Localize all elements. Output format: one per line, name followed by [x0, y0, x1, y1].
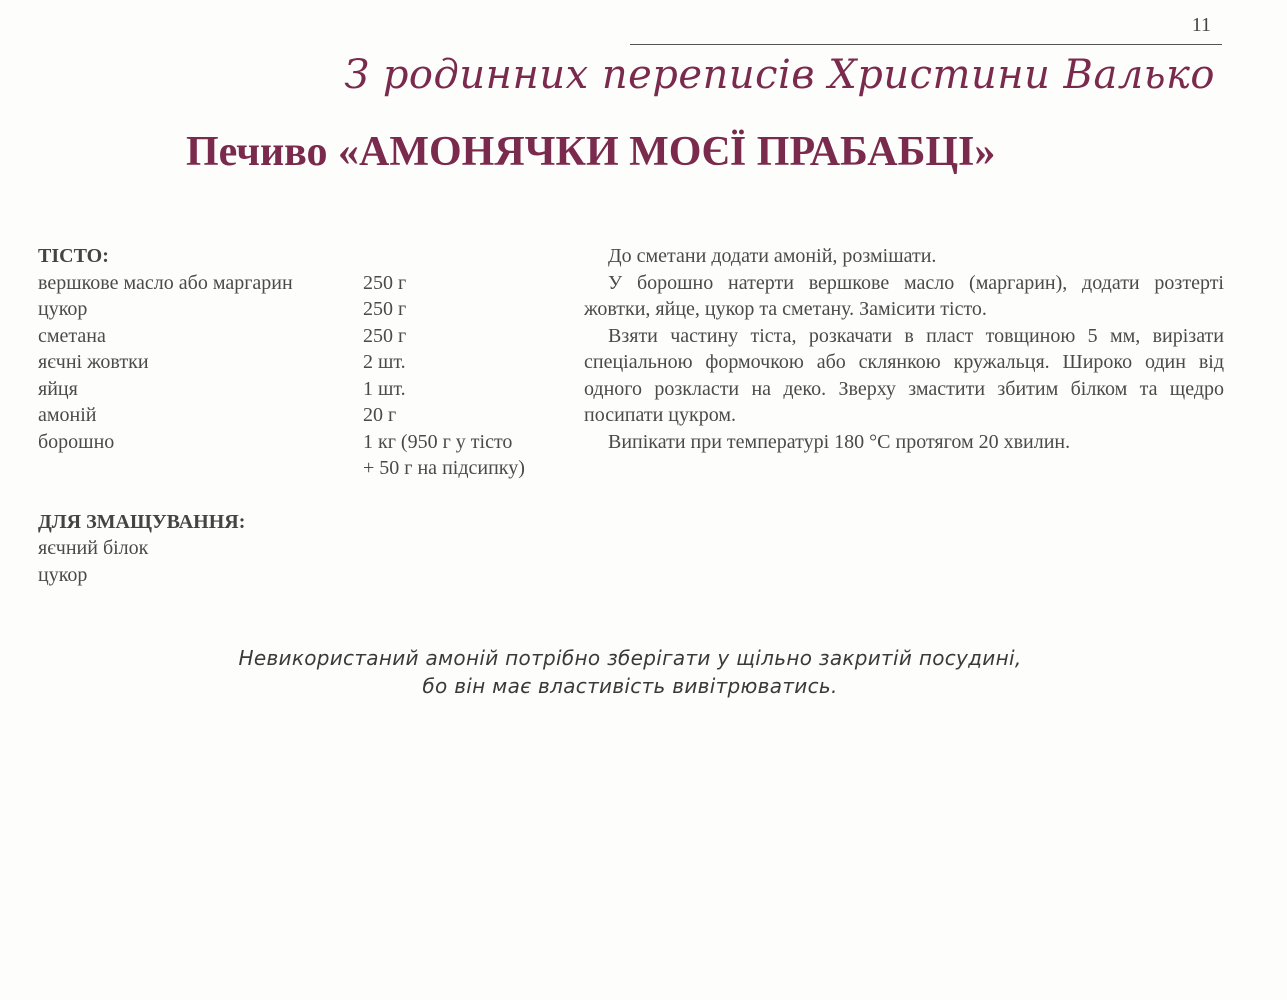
instruction-paragraph: Випікати при температурі 180 °С протягом 20 хвилин. — [608, 430, 1071, 453]
series-title: З родинних переписів Христини Валько — [344, 52, 1215, 98]
tip-line: Невикористаний амоній потрібно зберігати у щільно закритій посудині, — [238, 646, 1022, 670]
recipe-title: Печиво «АМОНЯЧКИ МОЄЇ ПРАБАБЦІ» — [186, 129, 996, 175]
instructions-column — [584, 243, 1224, 455]
instruction-paragraph: У борошно натерти вершкове масло (маргарин), додати розтерті жовтки, яйце, цукор та сметану. Замісити тісто. — [584, 271, 1224, 320]
header-rule — [630, 44, 1222, 45]
quantity-line: 250 г — [363, 298, 407, 320]
quantity-line: 250 г — [363, 271, 407, 294]
ingredient-row — [38, 402, 578, 429]
ingredient-quantity — [363, 323, 578, 350]
greasing-list — [38, 535, 578, 588]
ingredient-quantity — [363, 429, 578, 482]
ingredient-row — [38, 270, 578, 297]
dough-list — [38, 270, 578, 482]
quantity-line: 1 шт. — [363, 377, 406, 400]
dough-heading: ТІСТО: — [38, 245, 109, 267]
ingredient-quantity — [363, 296, 578, 323]
greasing-section — [38, 509, 578, 589]
ingredient-quantity — [363, 270, 578, 297]
quantity-line: 1 кг (950 г у тісто — [363, 430, 513, 453]
ingredient-name: борошно — [38, 430, 115, 453]
instruction-paragraph: Взяти частину тіста, розкачати в пласт товщиною 5 мм, вирізати спеціальною формочкою або склянкою кружальця. Широко один від одного розкласти на деко. Зверху змастити збитим білком та щедро посипати цукром. — [584, 324, 1224, 426]
ingredient-row — [38, 349, 578, 376]
quantity-line: 2 шт. — [363, 351, 406, 373]
tip-line: бо він має властивість вивітрюватись. — [422, 674, 838, 698]
ingredient-name: цукор — [38, 298, 88, 320]
ingredient-row — [38, 296, 578, 323]
quantity-line: + 50 г на підсипку) — [363, 457, 525, 479]
quantity-line: 250 г — [363, 324, 407, 347]
ingredient-row — [38, 376, 578, 403]
ingredient-name: яєчні жовтки — [38, 351, 149, 373]
page-number: 11 — [1191, 14, 1211, 36]
ingredient-row — [38, 429, 578, 482]
ingredient-name: вершкове масло або маргарин — [38, 271, 293, 294]
ingredient-quantity — [363, 349, 578, 376]
greasing-heading: ДЛЯ ЗМАЩУВАННЯ: — [38, 510, 246, 533]
instruction-paragraph: До сметани додати амоній, розмішати. — [608, 245, 937, 267]
ingredient-name: сметана — [38, 324, 106, 347]
greasing-item: яєчний білок — [38, 537, 149, 559]
ingredient-name: яйця — [38, 377, 78, 400]
ingredient-row — [38, 323, 578, 350]
ingredient-quantity — [363, 376, 578, 403]
ingredient-quantity — [363, 402, 578, 429]
quantity-line: 20 г — [363, 404, 397, 426]
greasing-item: цукор — [38, 563, 88, 586]
ingredient-name: амоній — [38, 404, 97, 426]
storage-tip — [150, 644, 1110, 700]
ingredients-column — [38, 243, 578, 588]
